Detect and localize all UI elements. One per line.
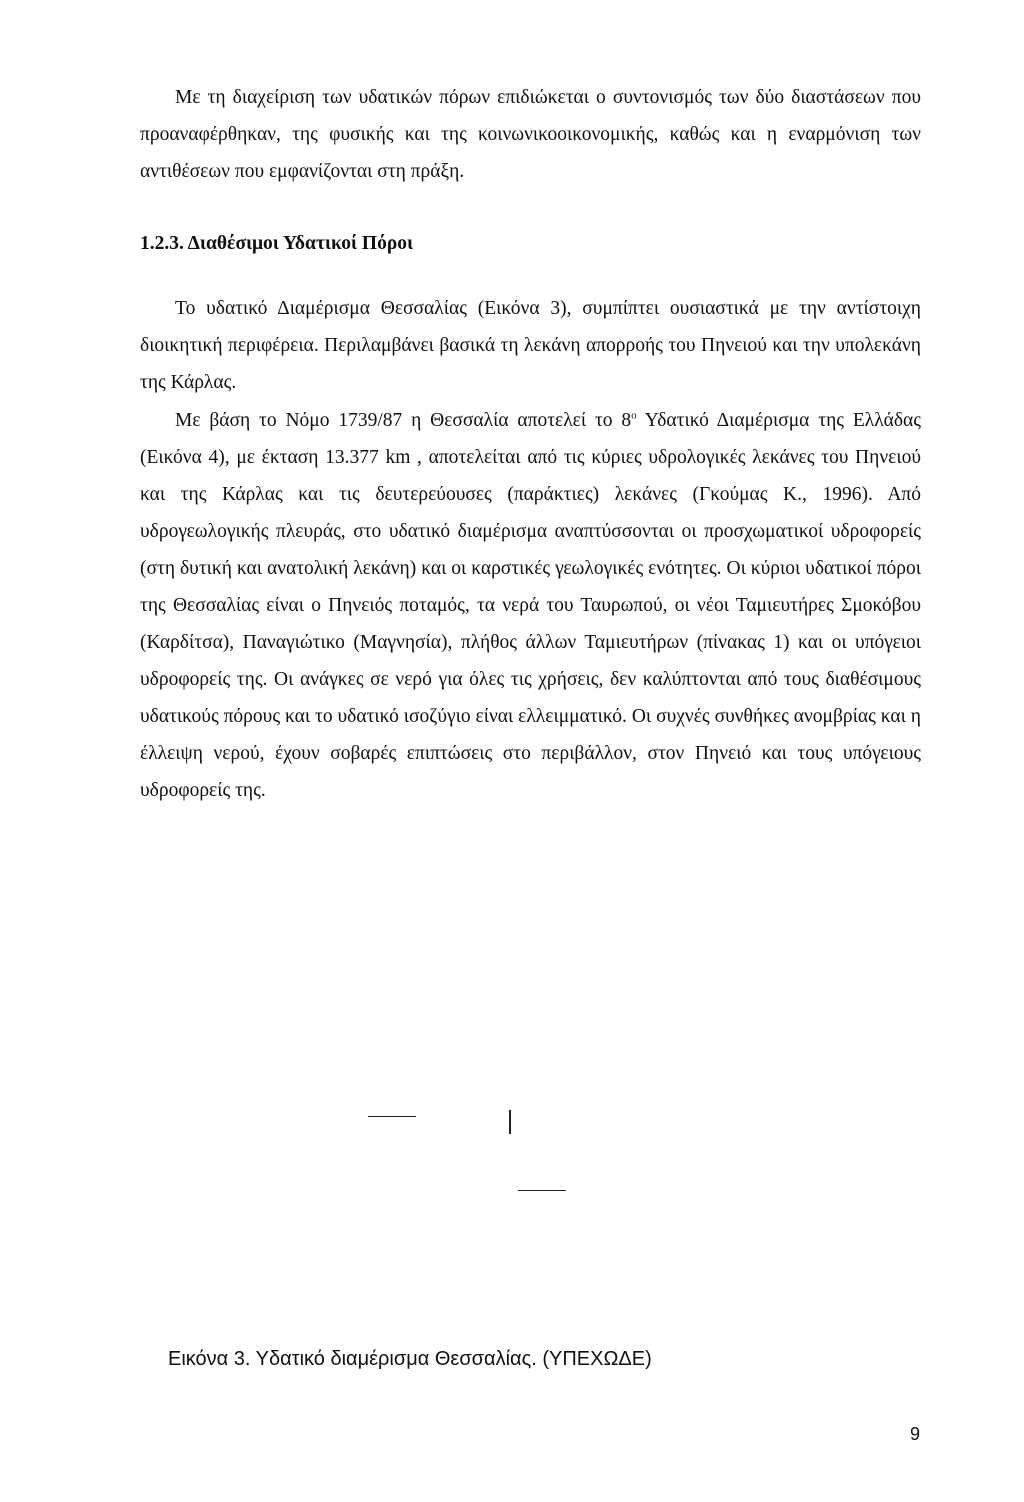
paragraph-resources-rest: Υδατικό Διαμέρισμα της Ελλάδας (Εικόνα 4), με έκταση 13.377 km , αποτελείται από τις κύριες υδρολογικές λεκάνες του Πηνειού και της Κάρλας και τις δευτερεύουσες (παράκτιες) λεκάνες (Γκούμας Κ., 1996). Από υδρογεωλογικής πλευράς, στο υδατικό διαμέρισμα αναπτύσσονται οι προσχωματικοί υδροφορείς (στη δυτική και ανατολική λεκάνη) και οι καρστικές γεωλογικές ενότητες. Οι κύριοι υδατικοί πόροι της Θεσσαλίας είναι ο Πηνειός ποταμός, τα νερά του Ταυρωπού, οι νέοι Ταμιευτήρες Σμοκόβου (Καρδίτσα), Παναγιώτικο (Μαγνησία), πλήθος άλλων Ταμιευτήρων (πίνακας 1) και οι υπόγειοι υδροφορείς της. Οι ανάγκες σε νερό για όλες τις χρήσεις, δεν καλύπτονται από τους διαθέσιμους υδατικούς πόρους και το υδατικό ισοζύγιο είναι ελλειμματικό. Οι συχνές συνθήκες ανομβρίας και η έλλειψη νερού, έχουν σοβαρές επιπτώσεις στο περιβάλλον, στον Πηνειό και τους υπόγειους υδροφορείς της. xyxy=(140,410,921,801)
figure-caption: Εικόνα 3. Υδατικό διαμέρισμα Θεσσαλίας. (ΥΠΕΧΩΔΕ) xyxy=(168,1348,652,1370)
paragraph-region: Το υδατικό Διαμέρισμα Θεσσαλίας (Εικόνα 3), συμπίπτει ουσιαστικά με την αντίστοιχη διοικητική περιφέρεια. Περιλαμβάνει βασικά τη λεκάνη απορροής του Πηνειού και την υπολεκάνη της Κάρλας. xyxy=(140,298,921,393)
map-line-fragment xyxy=(518,1190,566,1191)
figure-map-image xyxy=(140,1080,921,1340)
ordinal-superscript: ο xyxy=(631,409,637,422)
page-number: 9 xyxy=(909,1424,920,1444)
paragraph-resources xyxy=(140,402,921,809)
paragraph-resources-start: Με βάση το Νόμο 1739/87 η Θεσσαλία αποτελεί το 8 xyxy=(175,410,632,431)
paragraph-intro: Με τη διαχείριση των υδατικών πόρων επιδιώκεται ο συντονισμός των δύο διαστάσεων που προαναφέρθηκαν, της φυσικής και της κοινωνικοοικονομικής, καθώς και η εναρμόνιση των αντιθέσεων που εμφανίζονται στη πράξη. xyxy=(140,87,921,182)
map-line-fragment xyxy=(509,1110,511,1134)
section-heading: 1.2.3. Διαθέσιμοι Υδατικοί Πόροι xyxy=(140,233,414,254)
map-line-fragment xyxy=(368,1116,416,1117)
